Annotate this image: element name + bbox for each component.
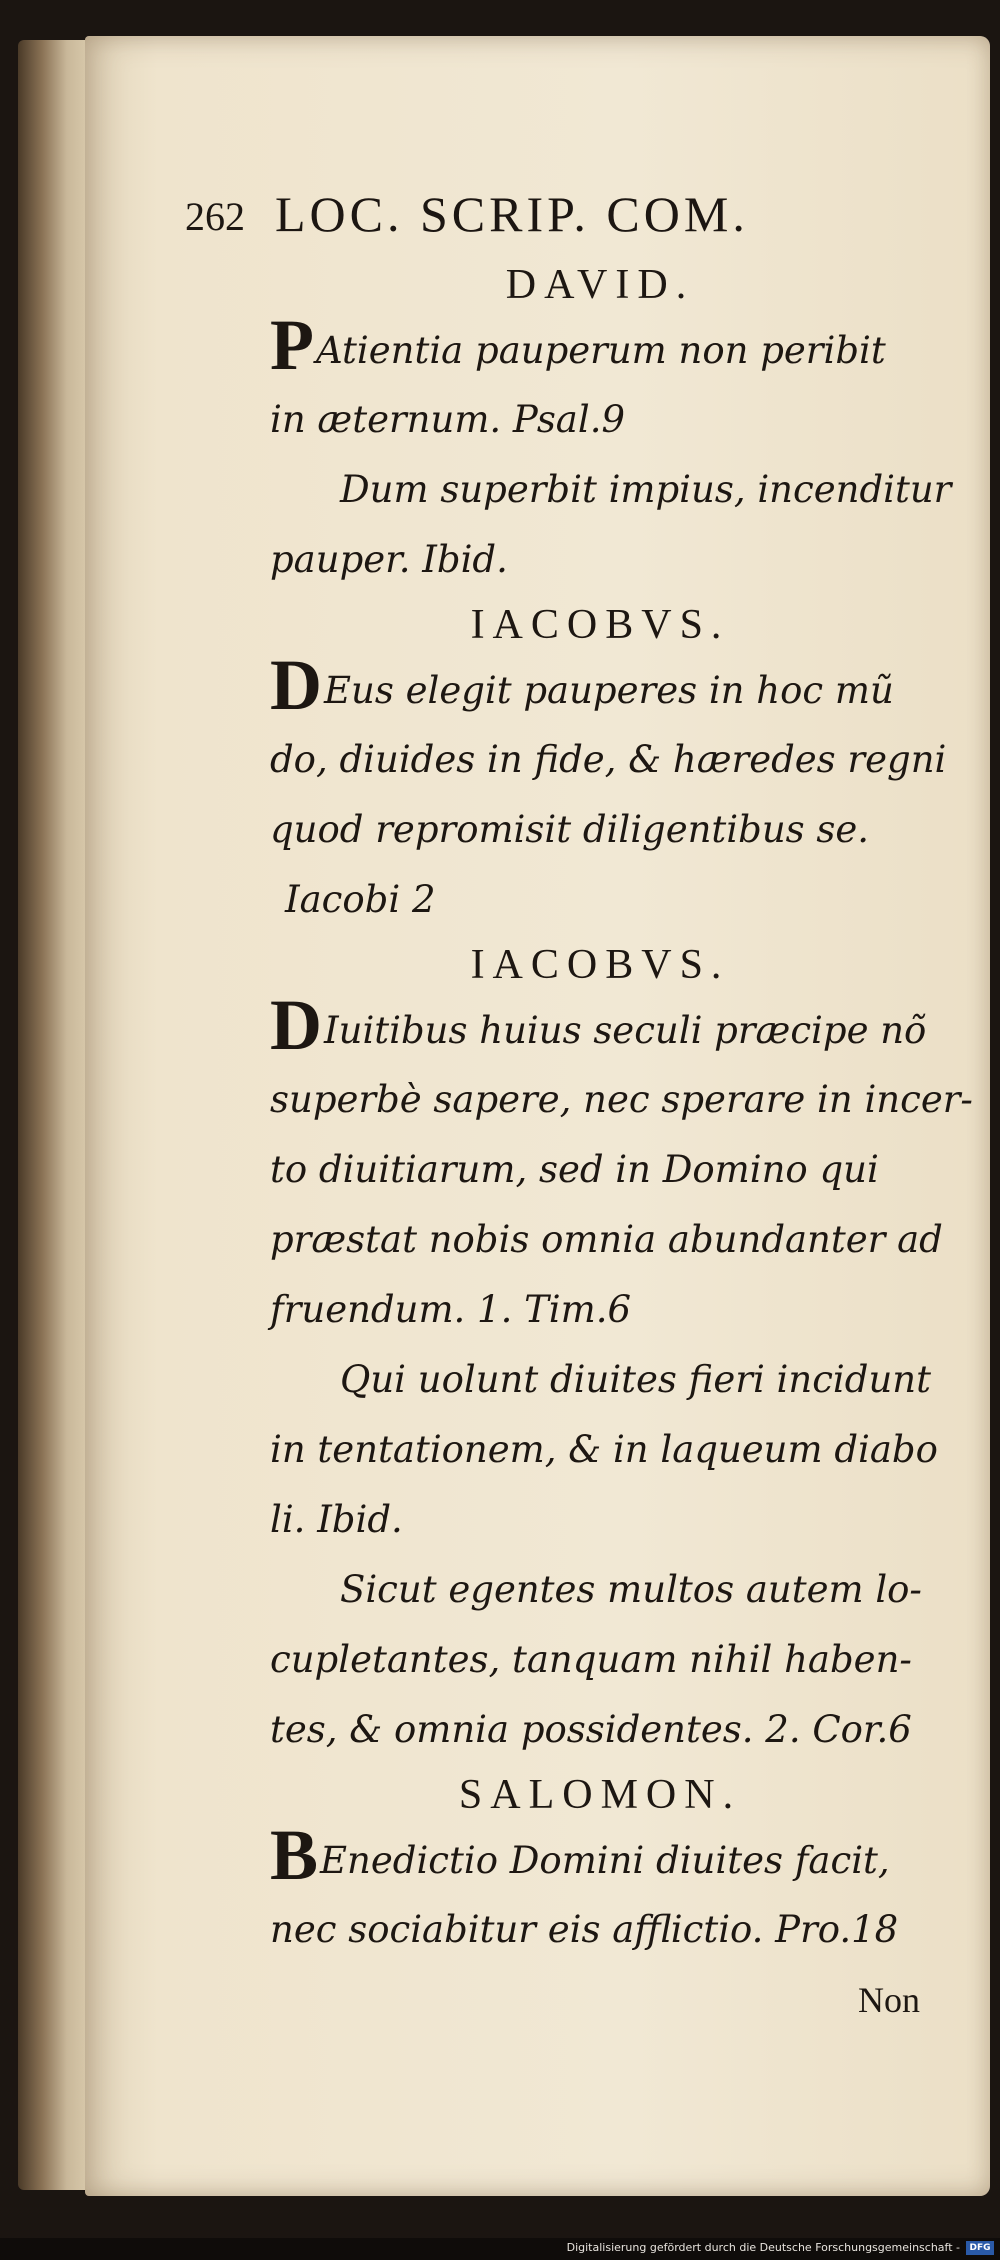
dfg-logo: DFG [966, 2241, 994, 2255]
line-text: in tentationem, & in laqueum diabo [270, 1428, 938, 1471]
line-text: Atientia pauperum non peribit [315, 329, 886, 372]
book-page-edges [18, 40, 88, 2190]
verse-paragraph [270, 645, 947, 935]
text-line [270, 865, 930, 935]
text-line [270, 1205, 943, 1275]
line-text: Dum superbit impius, incenditur [340, 468, 952, 511]
text-line [270, 795, 930, 865]
line-text: cupletantes, tanquam nihil haben- [270, 1638, 912, 1681]
text-line [270, 1415, 938, 1485]
text-line [270, 305, 930, 385]
page-number: 262 [185, 194, 245, 239]
line-text: Qui uolunt diuites fieri incidunt [340, 1358, 931, 1401]
text-line [270, 455, 952, 525]
section-heading: SALOMON. [458, 1772, 742, 1818]
verse-paragraph [270, 1555, 930, 1765]
catchword: Non [858, 1980, 920, 2020]
text-line [270, 1625, 930, 1695]
line-text: Sicut egentes multos autem lo- [340, 1568, 922, 1611]
text-line [270, 1895, 930, 1965]
verse-paragraph [270, 1345, 938, 1555]
text-line [270, 985, 930, 1065]
section-heading: DAVID. [505, 262, 695, 308]
line-text: in æternum. Psal.9 [270, 398, 626, 441]
text-line [270, 1275, 930, 1345]
line-text: Iacobi 2 [285, 878, 436, 921]
verse-paragraph [270, 985, 973, 1345]
line-text: to diuitiarum, sed in Domino qui [270, 1148, 879, 1191]
text-line [270, 1345, 930, 1415]
digitization-credit: Digitalisierung gefördert durch die Deutsche Forschungsgemeinschaft - [566, 2241, 960, 2254]
verse-paragraph [270, 305, 930, 455]
line-text: tes, & omnia possidentes. 2. Cor.6 [270, 1708, 912, 1751]
line-text: do, diuides in fide, & hæredes regni [270, 738, 947, 781]
drop-capital: B [270, 1815, 319, 1895]
line-text: Iuitibus huius seculi præcipe nõ [324, 1009, 927, 1052]
text-line [270, 385, 930, 455]
line-text: nec sociabitur eis afflictio. Pro.18 [270, 1908, 899, 1951]
line-text: fruendum. 1. Tim.6 [270, 1288, 632, 1331]
line-text: Enedictio Domini diuites facit, [320, 1839, 890, 1882]
text-line [270, 645, 930, 725]
text-line [270, 525, 930, 595]
text-line [270, 1815, 930, 1895]
text-line [270, 1695, 930, 1765]
text-line [270, 1135, 930, 1205]
line-text: pauper. Ibid. [270, 538, 508, 581]
drop-capital: D [270, 645, 322, 725]
page-content [270, 255, 973, 2035]
line-text: superbè sapere, nec sperare in incer- [270, 1078, 973, 1121]
section-heading: IACOBVS. [470, 942, 730, 988]
line-text: Eus elegit pauperes in hoc mũ [324, 669, 894, 712]
text-line [270, 725, 947, 795]
verse-paragraph [270, 455, 952, 595]
drop-capital: P [270, 305, 314, 385]
line-text: præstat nobis omnia abundanter ad [270, 1218, 943, 1261]
verse-paragraph [270, 1815, 930, 1965]
text-line [270, 1065, 973, 1135]
line-text: quod repromisit diligentibus se. [270, 808, 870, 851]
text-line [270, 1555, 930, 1625]
page-header [185, 185, 905, 245]
drop-capital: D [270, 985, 322, 1065]
section-heading: IACOBVS. [470, 602, 730, 648]
text-line [270, 1485, 930, 1555]
line-text: li. Ibid. [270, 1498, 403, 1541]
running-title: LOC. SCRIP. COM. [275, 186, 749, 242]
